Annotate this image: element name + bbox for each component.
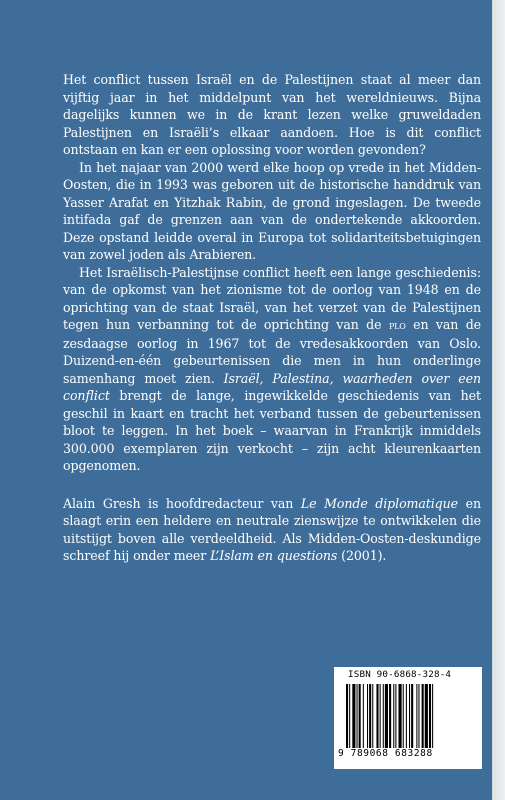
previous-book-title: L’Islam en questions <box>210 548 338 563</box>
barcode-stripe <box>399 684 402 748</box>
barcode-stripe <box>416 684 417 748</box>
paragraph-intifada: In het najaar van 2000 werd elke hoop op vrede in het Midden-Oosten, die in 1993 was geboren uit de historische handdruk van Yasser Arafat en Yitzhak Rabin, de grond ingeslagen. De tweede intifada gaf de grenzen aan van de ondertekende akkoorden. Deze opstand leidde overal in Europa tot solidariteitsbetuigingen van zowel joden als Arabieren. <box>63 159 481 262</box>
barcode-label <box>334 667 482 769</box>
barcode-stripe <box>349 684 350 748</box>
barcode-stripe <box>363 684 364 748</box>
barcode-stripe <box>409 684 410 748</box>
author-text-1: Alain Gresh is hoofdredacteur van <box>63 495 301 511</box>
paragraph-author <box>63 495 481 565</box>
blurb-text <box>63 71 481 565</box>
plo-abbreviation: plo <box>388 318 406 332</box>
book-title-italic: Israël, Palestina, waarheden over een conflict <box>63 370 481 403</box>
barcode-stripe <box>429 684 431 748</box>
barcode-stripe <box>385 684 388 748</box>
barcode-stripe <box>369 684 371 748</box>
barcode-stripe <box>380 684 381 748</box>
barcode-stripe <box>346 684 348 748</box>
barcode-stripe <box>395 684 396 748</box>
history-text-3: brengt de lange, ingewikkelde geschiedenis van het geschil in kaart en tracht het verband tussen de gebeurtenissen bloot te leggen. In het boek – waarvan in Frankrijk inmiddels 300.000 exemplaren zijn verkocht – zijn acht kleurenkaarten opgenomen. <box>63 388 481 473</box>
barcode-stripe <box>359 684 361 748</box>
history-text-1: Het Israëlisch-Palestijnse conflict heeft een lange geschiedenis: van de opkomst van het zionisme tot de oorlog van 1948 en de oprichting van de staat Israël, van het verzet van de Palestijnen tegen hun verbanning tot de oprichting van de <box>63 264 481 332</box>
barcode-stripe <box>418 684 419 748</box>
ean-number: 9 789068 683288 <box>338 748 433 759</box>
page-edge <box>490 0 505 800</box>
newspaper-title: Le Monde diplomatique <box>300 495 459 511</box>
barcode-stripe <box>425 684 428 748</box>
barcode-stripe <box>372 684 373 748</box>
barcode-stripe <box>403 684 404 748</box>
barcode-stripe <box>393 684 394 748</box>
barcode-stripe <box>376 684 378 748</box>
barcode-stripe <box>389 684 391 748</box>
barcode-stripe <box>406 684 407 748</box>
barcode-stripe <box>357 684 358 748</box>
author-text-2: en slaagt erin een heldere en neutrale zienswijze te ontwikkelen die uitstijgt boven alle verdeeldheid. Als Midden-Oosten-deskundige schreef hij onder meer <box>63 495 481 563</box>
barcode-stripe <box>422 684 424 748</box>
barcode-stripe <box>352 684 355 748</box>
barcode-bars <box>346 684 476 748</box>
barcode-stripe <box>367 684 368 748</box>
barcode-stripe <box>432 684 433 748</box>
isbn-number: ISBN 90-6868-328-4 <box>348 669 452 680</box>
barcode-stripe <box>383 684 384 748</box>
history-text-2: en van de zesdaagse oorlog in 1967 tot de vredesakkoorden van Oslo. Duizend-en-één gebeurtenissen die men in hun onderlinge samenhang moet zien. <box>63 317 482 386</box>
author-text-3: (2001). <box>337 548 387 563</box>
paragraph-intro: Het conflict tussen Israël en de Palestijnen staat al meer dan vijftig jaar in het middelpunt van het wereldnieuws. Bijna dagelijks kunnen we in de krant lezen welke gruweldaden Palestijnen en Israëli’s elkaar aandoen. Hoe is dit conflict ontstaan en kan er een oplossing voor worden gevonden? <box>63 72 481 157</box>
barcode-stripe <box>411 684 413 748</box>
paragraph-history <box>63 264 481 475</box>
